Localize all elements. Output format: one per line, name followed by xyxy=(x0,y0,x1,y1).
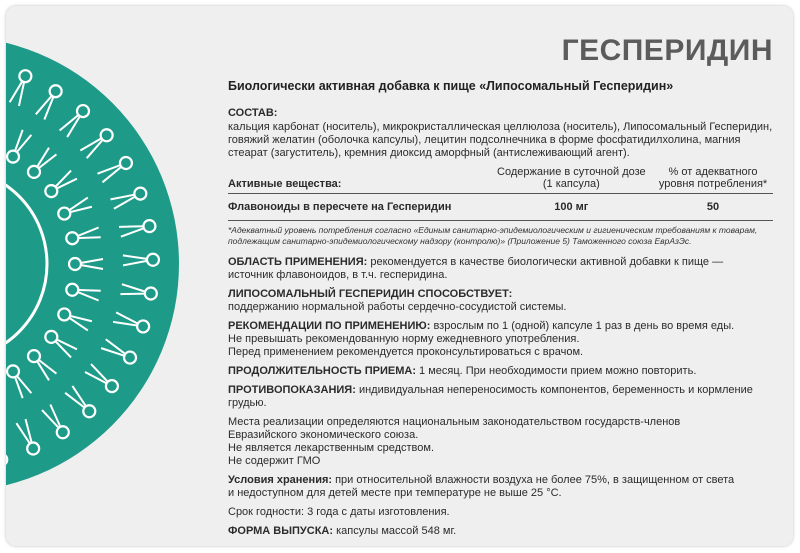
composition-section xyxy=(228,107,773,160)
composition-line: говяжий желатин (оболочка капсулы), лецитин подсолнечника в форме фосфатидилхолина, магния xyxy=(228,134,741,146)
composition-line: кальция карбонат (носитель), микрокристаллическая целлюлоза (носитель), Липосомальный Гесперидин, xyxy=(228,121,773,133)
lipid-head xyxy=(83,405,95,417)
col-active-substances: Активные вещества: xyxy=(228,178,342,190)
lipid-head xyxy=(19,70,31,82)
application-text: рекомендуется в качестве биологически активной добавки к пище — xyxy=(367,256,724,268)
row-amount: 100 мг xyxy=(554,201,589,213)
composition-title: СОСТАВ: xyxy=(228,107,278,119)
recommendations-title: РЕКОМЕНДАЦИИ ПО ПРИМЕНЕНИЮ: xyxy=(228,320,431,332)
lipid-head xyxy=(106,380,118,392)
sales-text: Места реализации определяются национальным законодательством государств-членов xyxy=(228,416,681,428)
lipid-head xyxy=(58,308,70,320)
application-text: источник флавоноидов, в т.ч. гесперидина. xyxy=(228,269,448,281)
lipid-head xyxy=(145,288,157,300)
sales-text: Евразийского экономического союза. xyxy=(228,429,419,441)
contraindications-text: индивидуальная непереносимость компонентов, беременность и кормление грудью. xyxy=(228,384,753,409)
col-daily-dose-line: Содержание в суточной дозе xyxy=(497,166,646,178)
recommendations-text: взрослым по 1 (одной) капсуле 1 раз в день во время еды. xyxy=(430,320,735,332)
lipid-head xyxy=(137,320,149,332)
sales-section xyxy=(228,416,773,468)
recommendations-text: Перед применением рекомендуется проконсультироваться с врачом. xyxy=(228,346,584,358)
lipid-head xyxy=(101,129,113,141)
lipid-head xyxy=(28,166,40,178)
col-daily-dose-line: (1 капсула) xyxy=(542,178,600,190)
lipid-head xyxy=(45,331,57,343)
lipid-head xyxy=(7,365,19,377)
label-card xyxy=(6,6,793,546)
content xyxy=(228,80,773,544)
lipid-head xyxy=(28,350,40,362)
lipid-head xyxy=(45,185,57,197)
recommendations-text: Не превышать рекомендованную норму ежедневного употребления. xyxy=(228,333,580,345)
storage-text: при относительной влажности воздуха не более 75%, в защищенном от света xyxy=(332,474,735,486)
row-percent: 50 xyxy=(706,201,720,213)
lipid-head xyxy=(7,151,19,163)
lipid-head xyxy=(66,232,78,244)
col-percent xyxy=(653,166,773,194)
promotes-title: ЛИПОСОМАЛЬНЫЙ ГЕСПЕРИДИН СПОСОБСТВУЕТ: xyxy=(228,288,513,300)
liposome-graphic xyxy=(6,6,206,546)
application-title: ОБЛАСТЬ ПРИМЕНЕНИЯ: xyxy=(228,256,368,268)
lipid-head xyxy=(69,258,81,270)
lipid-head xyxy=(77,105,89,117)
duration-section xyxy=(228,365,773,378)
lipid-head xyxy=(143,220,155,232)
form-section xyxy=(228,525,773,538)
storage-text: и недоступном для детей месте при температуре не выше 25 °С. xyxy=(228,487,562,499)
application-section xyxy=(228,256,773,282)
recommendations-section xyxy=(228,320,773,359)
shelf-life-section xyxy=(228,506,773,519)
lipid-head xyxy=(134,188,146,200)
promotes-text: поддержанию нормальной работы сердечно-сосудистой системы. xyxy=(228,301,567,313)
storage-title: Условия хранения: xyxy=(228,474,333,486)
lipid-head xyxy=(57,426,69,438)
form-title: ФОРМА ВЫПУСКА: xyxy=(228,525,334,537)
row-substance: Флавоноиды в пересчете на Гесперидин xyxy=(228,201,452,213)
sales-text: Не содержит ГМО xyxy=(228,455,321,467)
footnote-line: подлежащим санитарно-эпидемиологическому надзору (контролю)» (Приложение 5) Таможенного союза ЕврАзЭс. xyxy=(228,236,692,246)
footnote xyxy=(228,225,773,247)
storage-section xyxy=(228,474,773,500)
contraindications-title: ПРОТИВОПОКАЗАНИЯ: xyxy=(228,384,356,396)
lipid-head xyxy=(27,443,39,455)
table-header-row xyxy=(228,166,773,194)
shelf-life-text: Срок годности: 3 года с даты изготовления. xyxy=(228,506,450,518)
lipid-head xyxy=(120,157,132,169)
duration-title: ПРОДОЛЖИТЕЛЬНОСТЬ ПРИЕМА: xyxy=(228,365,416,377)
brand-title: ГЕСПЕРИДИН xyxy=(561,34,773,67)
composition-line: стеарат (загуститель), кремния диоксид аморфный (антислеживающий агент). xyxy=(228,147,630,159)
col-percent-line: уровня потребления* xyxy=(658,178,768,190)
col-percent-line: % от адекватного xyxy=(668,166,758,178)
lipid-head xyxy=(50,85,62,97)
lipid-head xyxy=(147,254,159,266)
duration-text: 1 месяц. При необходимости прием можно повторить. xyxy=(415,365,697,377)
table-row xyxy=(228,194,773,221)
lipid-head xyxy=(58,208,70,220)
product-subtitle: Биологически активная добавка к пище «Липосомальный Гесперидин» xyxy=(228,79,674,93)
lipid-head xyxy=(66,284,78,296)
active-substances-table xyxy=(228,166,773,221)
sales-text: Не является лекарственным средством. xyxy=(228,442,435,454)
col-daily-dose xyxy=(490,166,654,194)
lipid-head xyxy=(124,352,136,364)
contraindications-section xyxy=(228,384,773,410)
promotes-section xyxy=(228,288,773,314)
footnote-line: *Адекватный уровень потребления согласно «Единым санитарно-эпидемиологическим и гигиеническим требованиям к товарам, xyxy=(228,225,758,235)
form-text: капсулы массой 548 мг. xyxy=(333,525,457,537)
